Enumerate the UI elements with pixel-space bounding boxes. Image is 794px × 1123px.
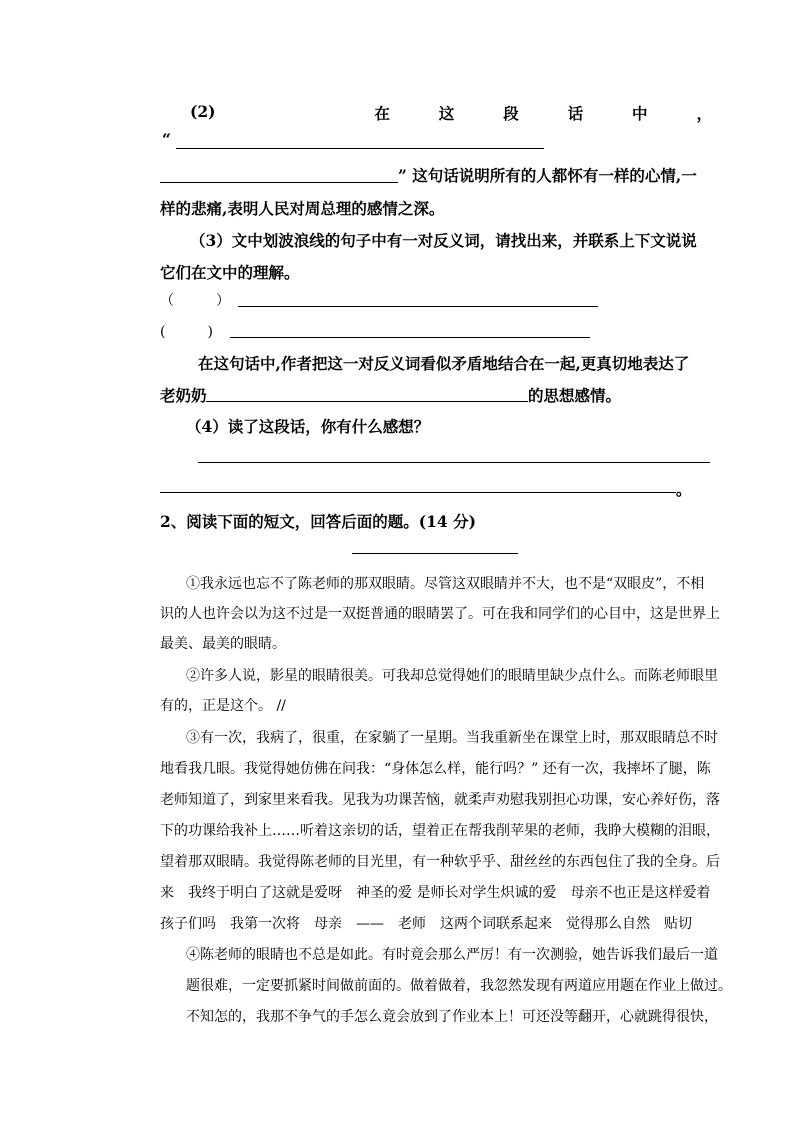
passage-line: ②许多人说，影星的眼睛很美。可我却总觉得她们的眼睛里缺少点什么。而陈老师眼里 [186, 668, 718, 684]
answer-blank[interactable] [160, 492, 676, 493]
passage-line: ①我永远也忘不了陈老师的那双眼睛。尽管这双眼睛并不大，也不是“双眼皮”，不相 [186, 576, 705, 592]
passage-line: 题很难，一定要抓紧时间做前面的。做着做着，我忽然发现有两道应用题在作业上做过。 [186, 978, 732, 994]
antonym-paren-1[interactable]: （ ） [160, 293, 230, 309]
section-2-title: 2、阅读下面的短文，回答后面的题。(14 分) [160, 512, 476, 531]
q2-word: 中 [632, 104, 648, 123]
passage-line: 老师知道了，到家里来看我。见我为功课苦恼，就柔声劝慰我别担心功课，安心养好伤，落 [160, 792, 720, 808]
passage-line: 不知怎的，我那不争气的手怎么竟会放到了作业本上！可还没等翻开，心就跳得很快， [186, 1009, 718, 1025]
answer-blank[interactable] [176, 148, 544, 149]
passage-line: 有的，正是这个。 // [160, 698, 286, 714]
q3-sentence-1: 在这句话中,作者把这一对反义词看似矛盾地结合在一起,更真切地表达了 [198, 354, 690, 373]
answer-blank[interactable] [198, 462, 710, 463]
passage-line: 下的功课给我补上……听着这亲切的话，望着正在帮我削苹果的老师，我睁大模糊的泪眼， [160, 823, 720, 839]
q2-word: 这 [438, 104, 455, 123]
q3-line-1: （3）文中划波浪线的句子中有一对反义词，请找出来，并联系上下文说说 [190, 231, 697, 250]
passage-line: 识的人也许会以为这不过是一双挺普通的眼睛罢了。可在我和同学们的心目中，这是世界上 [160, 606, 720, 622]
passage-line: ③有一次，我病了，很重，在家躺了一星期。当我重新坐在课堂上时，那双眼睛总不时 [186, 730, 718, 746]
answer-blank[interactable] [160, 182, 398, 183]
q2-close-text: ” 这句话说明所有的人都怀有一样的心情,一 [398, 166, 697, 185]
open-quote: “ [162, 130, 171, 149]
passage-line: 孩子们吗 我第一次将 母亲 —— 老师 这两个词联系起来 觉得那么自然 贴切 [160, 916, 692, 932]
q3-sentence-2b: 的思想感情。 [528, 386, 622, 405]
q2-word: 段 [503, 104, 519, 123]
q4-question: （4）读了这段话，你有什么感想？ [186, 417, 430, 436]
q2-word: 在 [374, 104, 390, 123]
q2-continuation: 样的悲痛,表明人民对周总理的感情之深。 [160, 199, 445, 218]
q4-end-mark: 。 [676, 480, 692, 499]
passage-line: 望着那双眼睛。我觉得陈老师的目光里，有一种软乎乎、甜丝丝的东西包住了我的全身。后 [160, 854, 720, 870]
q3-line-2: 它们在文中的理解。 [160, 263, 300, 282]
passage-title-blank[interactable] [352, 553, 518, 554]
antonym-paren-2[interactable]: ( ) [160, 324, 213, 340]
passage-line: ④陈老师的眼睛也不总是如此。有时竟会那么严厉！有一次测验，她告诉我们最后一道 [186, 947, 718, 963]
answer-blank[interactable] [238, 306, 598, 307]
q2-word: ， [696, 104, 712, 123]
answer-blank[interactable] [230, 337, 590, 338]
q2-spread-line [190, 102, 712, 124]
passage-line: 来 我终于明白了这就是爱呀 神圣的爱 是师长对学生炽诚的爱 母亲不也正是这样爱着 [160, 885, 711, 901]
q2-number: (2) [190, 102, 216, 121]
answer-blank[interactable] [206, 401, 528, 402]
passage-line: 地看我几眼。我觉得她仿佛在问我：“身体怎么样，能行吗？” 还有一次，我摔坏了腿，陈 [160, 761, 711, 777]
q2-word: 话 [567, 104, 584, 123]
q3-sentence-2a: 老奶奶 [160, 386, 207, 405]
passage-line: 最美、最美的眼睛。 [160, 636, 286, 652]
